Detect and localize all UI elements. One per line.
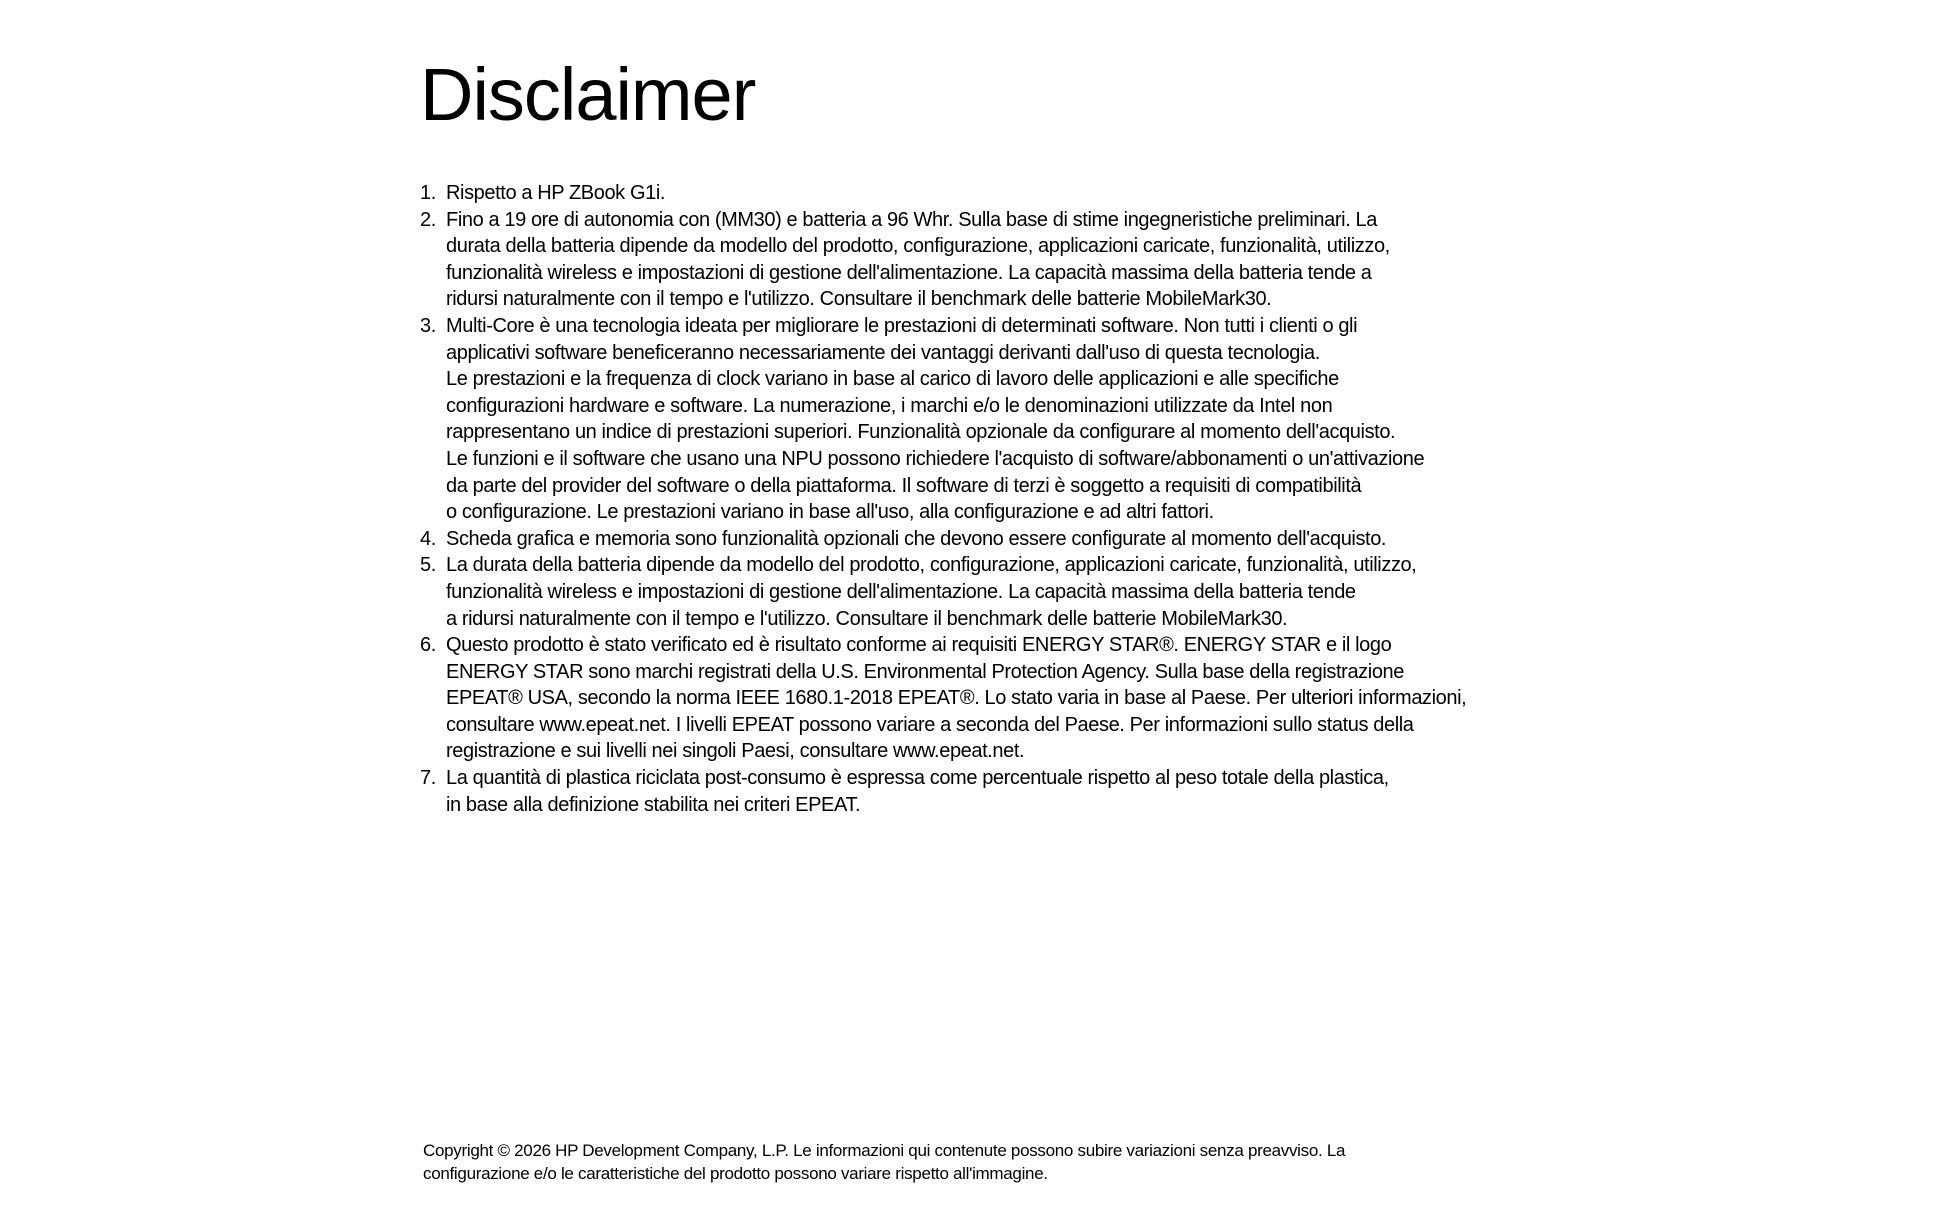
note-line: Le funzioni e il software che usano una NPU possono richiedere l'acquisto di software/abbonamenti o un'attivazione xyxy=(446,447,1425,470)
note-line: ENERGY STAR sono marchi registrati della U.S. Environmental Protection Agency. Sulla base della registrazione xyxy=(446,660,1404,683)
note-line: applicativi software beneficeranno necessariamente dei vantaggi derivanti dall'uso di questa tecnologia. xyxy=(446,341,1320,364)
note-line: Questo prodotto è stato verificato ed è risultato conforme ai requisiti ENERGY STAR®. ENERGY STAR e il logo xyxy=(446,634,1392,657)
note-2 xyxy=(420,207,1540,313)
note-number: 1. xyxy=(420,182,436,204)
note-number: 5. xyxy=(420,554,436,577)
note-7 xyxy=(420,765,1540,818)
note-line: Rispetto a HP ZBook G1i. xyxy=(446,182,666,204)
note-line: o configurazione. Le prestazioni variano in base all'uso, alla configurazione e ad altri fattori. xyxy=(446,501,1214,524)
note-line: registrazione e sui livelli nei singoli Paesi, consultare www.epeat.net. xyxy=(446,740,1025,763)
note-number: 7. xyxy=(420,767,436,790)
note-line: ridursi naturalmente con il tempo e l'utilizzo. Consultare il benchmark delle batterie MobileMark30. xyxy=(446,288,1272,311)
note-line: Le prestazioni e la frequenza di clock variano in base al carico di lavoro delle applicazioni e alle specifiche xyxy=(446,368,1339,391)
note-line: a ridursi naturalmente con il tempo e l'utilizzo. Consultare il benchmark delle batterie MobileMark30. xyxy=(446,607,1288,630)
note-3 xyxy=(420,313,1540,526)
note-4 xyxy=(420,526,1540,553)
note-line: La quantità di plastica riciclata post-consumo è espressa come percentuale rispetto al peso totale della plastica, xyxy=(446,767,1389,790)
note-line: consultare www.epeat.net. I livelli EPEAT possono variare a seconda del Paese. Per informazioni sullo status della xyxy=(446,713,1414,736)
note-line: da parte del provider del software o della piattaforma. Il software di terzi è soggetto a requisiti di compatibilità xyxy=(446,474,1362,497)
copyright-line: Copyright © 2026 HP Development Company, L.P. Le informazioni qui contenute possono subire variazioni senza preavviso. La xyxy=(423,1141,1346,1160)
disclaimer-notes-list xyxy=(420,180,1540,818)
note-number: 2. xyxy=(420,208,436,231)
copyright-footer xyxy=(423,1139,1543,1185)
note-6 xyxy=(420,632,1540,765)
note-line: rappresentano un indice di prestazioni superiori. Funzionalità opzionale da configurare al momento dell'acquisto. xyxy=(446,421,1396,444)
note-line: Scheda grafica e memoria sono funzionalità opzionali che devono essere configurate al momento dell'acquisto. xyxy=(446,527,1387,550)
note-line: durata della batteria dipende da modello del prodotto, configurazione, applicazioni caricate, funzionalità, utilizzo, xyxy=(446,235,1390,258)
page-title: Disclaimer xyxy=(420,53,756,136)
note-line: funzionalità wireless e impostazioni di gestione dell'alimentazione. La capacità massima della batteria tende xyxy=(446,580,1356,603)
note-line: La durata della batteria dipende da modello del prodotto, configurazione, applicazioni caricate, funzionalità, utilizzo, xyxy=(446,554,1417,577)
note-number: 6. xyxy=(420,634,436,657)
note-line: configurazioni hardware e software. La numerazione, i marchi e/o le denominazioni utilizzate da Intel non xyxy=(446,394,1333,417)
copyright-line: configurazione e/o le caratteristiche del prodotto possono variare rispetto all'immagine. xyxy=(423,1164,1048,1183)
note-line: funzionalità wireless e impostazioni di gestione dell'alimentazione. La capacità massima della batteria tende a xyxy=(446,261,1372,284)
note-1 xyxy=(420,180,1540,207)
note-line: in base alla definizione stabilita nei criteri EPEAT. xyxy=(446,793,861,816)
note-line: EPEAT® USA, secondo la norma IEEE 1680.1-2018 EPEAT®. Lo stato varia in base al Paese. Per ulteriori informazioni, xyxy=(446,687,1467,710)
note-number: 3. xyxy=(420,314,436,337)
note-line: Fino a 19 ore di autonomia con (MM30) e batteria a 96 Whr. Sulla base di stime ingegneristiche preliminari. La xyxy=(446,208,1377,231)
note-line: Multi-Core è una tecnologia ideata per migliorare le prestazioni di determinati software. Non tutti i clienti o gli xyxy=(446,314,1358,337)
note-5 xyxy=(420,552,1540,632)
note-number: 4. xyxy=(420,527,436,550)
